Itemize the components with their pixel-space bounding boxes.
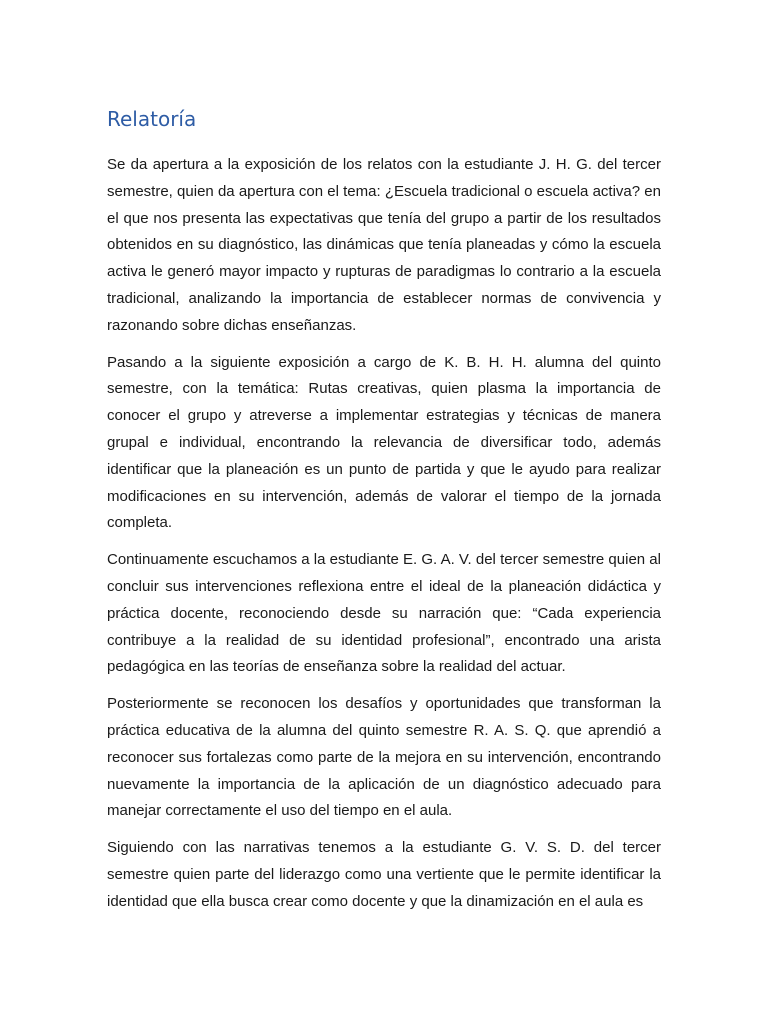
paragraph-1: Se da apertura a la exposición de los relatos con la estudiante J. H. G. del tercer semestre, quien da apertura con el tema: ¿Escuela tradicional o escuela activa? en el que nos presenta las expectativas que tenía del grupo a partir de los resultados obtenidos en su diagnóstico, las dinámicas que tenía planeadas y cómo la escuela activa le generó mayor impacto y rupturas de paradigmas lo contrario a la escuela tradicional, analizando la importancia de establecer normas de convivencia y razonando sobre dichas enseñanzas. bbox=[107, 156, 661, 334]
paragraph-3: Continuamente escuchamos a la estudiante E. G. A. V. del tercer semestre quien al concluir sus intervenciones reflexiona entre el ideal de la planeación didáctica y práctica docente, reconociendo desde su narración que: “Cada experiencia contribuye a la realidad de su identidad profesional”, encontrado una arista pedagógica en las teorías de enseñanza sobre la realidad del actuar. bbox=[107, 551, 661, 676]
paragraph-2: Pasando a la siguiente exposición a cargo de K. B. H. H. alumna del quinto semestre, con la temática: Rutas creativas, quien plasma la importancia de conocer el grupo y atreverse a implementar estrategias y técnicas de manera grupal e individual, encontrando la relevancia de diversificar todo, además identificar que la planeación es un punto de partida y que le ayudo para realizar modificaciones en su intervención, además de valorar el tiempo de la jornada completa. bbox=[107, 353, 661, 532]
document-page bbox=[107, 106, 661, 926]
document-title: Relatoría bbox=[107, 107, 197, 131]
paragraph-4: Posteriormente se reconocen los desafíos y oportunidades que transforman la práctica educativa de la alumna del quinto semestre R. A. S. Q. que aprendió a reconocer sus fortalezas como parte de la mejora en su intervención, encontrando nuevamente la importancia de la aplicación de un diagnóstico adecuado para manejar correctamente el uso del tiempo en el aula. bbox=[107, 695, 661, 820]
paragraph-5: Siguiendo con las narrativas tenemos a la estudiante G. V. S. D. del tercer semestre quien parte del liderazgo como una vertiente que le permite identificar la identidad que ella busca crear como docente y que la dinamización en el aula es bbox=[107, 839, 661, 910]
